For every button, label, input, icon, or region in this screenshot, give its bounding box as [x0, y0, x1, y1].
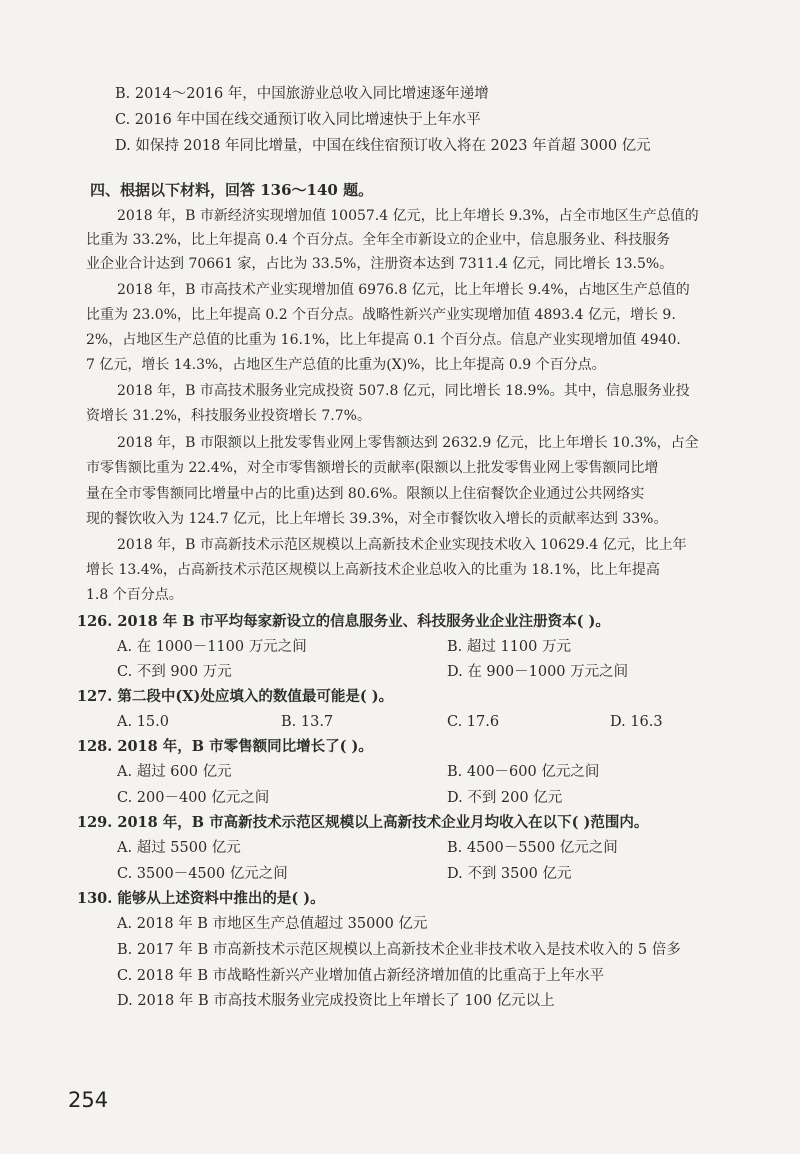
question-128-option-b[interactable]: B. 400－600 亿元之间 [447, 764, 600, 780]
page-number: 254 [68, 1088, 109, 1112]
question-128-option-a[interactable]: A. 超过 600 亿元 [117, 764, 232, 780]
question-126-stem: 126. 2018 年 B 市平均每家新设立的信息服务业、科技服务业企业注册资本( )。 [77, 613, 610, 630]
material-line: 比重为 33.2%，比上年提高 0.4 个百分点。全年全市新设立的企业中，信息服务业、科技服务 [86, 232, 671, 248]
question-127-option-d[interactable]: D. 16.3 [610, 714, 663, 730]
material-line: 7 亿元，增长 14.3%，占地区生产总值的比重为(X)%，比上年提高 0.9 个百分点。 [86, 357, 606, 373]
question-126-option-d[interactable]: D. 在 900－1000 万元之间 [447, 664, 629, 680]
question-127-option-a[interactable]: A. 15.0 [117, 714, 169, 730]
question-130-option-d[interactable]: D. 2018 年 B 市高技术服务业完成投资比上年增长了 100 亿元以上 [117, 993, 555, 1009]
material-line: 业企业合计达到 70661 家，占比为 33.5%，注册资本达到 7311.4 亿元，同比增长 13.5%。 [86, 256, 674, 272]
material-line: 2018 年，B 市限额以上批发零售业网上零售额达到 2632.9 亿元，比上年增长 10.3%，占全 [117, 435, 699, 451]
material-line: 增长 13.4%，占高新技术示范区规模以上高新技术企业总收入的比重为 18.1%，比上年提高 [86, 562, 660, 578]
question-126-option-a[interactable]: A. 在 1000－1100 万元之间 [117, 639, 307, 655]
question-127-option-b[interactable]: B. 13.7 [281, 714, 334, 730]
question-126-option-b[interactable]: B. 超过 1100 万元 [447, 639, 571, 655]
question-130-stem: 130. 能够从上述资料中推出的是( )。 [77, 890, 325, 907]
section-heading: 四、根据以下材料，回答 136～140 题。 [90, 181, 374, 199]
material-line: 2018 年，B 市高技术产业实现增加值 6976.8 亿元，比上年增长 9.4%，占地区生产总值的 [117, 282, 690, 298]
material-line: 2018 年，B 市高技术服务业完成投资 507.8 亿元，同比增长 18.9%。其中，信息服务业投 [117, 383, 690, 399]
material-line: 市零售额比重为 22.4%，对全市零售额增长的贡献率(限额以上批发零售业网上零售额同比增 [86, 460, 659, 476]
material-line: 比重为 23.0%，比上年提高 0.2 个百分点。战略性新兴产业实现增加值 4893.4 亿元，增长 9. [86, 307, 676, 323]
question-129-option-d[interactable]: D. 不到 3500 亿元 [447, 866, 572, 882]
material-line: 量在全市零售额同比增量中占的比重)达到 80.6%。限额以上住宿餐饮企业通过公共网络实 [86, 486, 645, 502]
question-129-option-b[interactable]: B. 4500－5500 亿元之间 [447, 840, 618, 856]
question-130-option-a[interactable]: A. 2018 年 B 市地区生产总值超过 35000 亿元 [117, 916, 428, 932]
material-line: 现的餐饮收入为 124.7 亿元，比上年增长 39.3%，对全市餐饮收入增长的贡献率达到 33%。 [86, 511, 668, 527]
question-130-option-c[interactable]: C. 2018 年 B 市战略性新兴产业增加值占新经济增加值的比重高于上年水平 [117, 968, 605, 984]
prev-option-d: D. 如保持 2018 年同比增量，中国在线住宿预订收入将在 2023 年首超 3000 亿元 [115, 138, 651, 154]
material-line: 1.8 个百分点。 [86, 587, 183, 603]
material-line: 2018 年，B 市高新技术示范区规模以上高新技术企业实现技术收入 10629.4 亿元，比上年 [117, 537, 687, 553]
question-126-option-c[interactable]: C. 不到 900 万元 [117, 664, 232, 680]
question-130-option-b[interactable]: B. 2017 年 B 市高新技术示范区规模以上高新技术企业非技术收入是技术收入的 5 倍多 [117, 942, 681, 958]
question-129-option-a[interactable]: A. 超过 5500 亿元 [117, 840, 241, 856]
material-line: 资增长 31.2%，科技服务业投资增长 7.7%。 [86, 408, 371, 424]
question-128-option-d[interactable]: D. 不到 200 亿元 [447, 790, 563, 806]
question-129-option-c[interactable]: C. 3500－4500 亿元之间 [117, 866, 288, 882]
material-line: 2%，占地区生产总值的比重为 16.1%，比上年提高 0.1 个百分点。信息产业实现增加值 4940. [86, 332, 681, 348]
question-128-stem: 128. 2018 年，B 市零售额同比增长了( )。 [77, 738, 373, 755]
question-128-option-c[interactable]: C. 200－400 亿元之间 [117, 790, 270, 806]
material-line: 2018 年，B 市新经济实现增加值 10057.4 亿元，比上年增长 9.3%，占全市地区生产总值的 [117, 208, 699, 224]
question-129-stem: 129. 2018 年，B 市高新技术示范区规模以上高新技术企业月均收入在以下( )范围内。 [77, 814, 649, 831]
prev-option-b: B. 2014～2016 年，中国旅游业总收入同比增速逐年递增 [115, 86, 489, 102]
question-127-option-c[interactable]: C. 17.6 [447, 714, 500, 730]
question-127-stem: 127. 第二段中(X)处应填入的数值最可能是( )。 [77, 688, 394, 705]
prev-option-c: C. 2016 年中国在线交通预订收入同比增速快于上年水平 [115, 112, 481, 128]
